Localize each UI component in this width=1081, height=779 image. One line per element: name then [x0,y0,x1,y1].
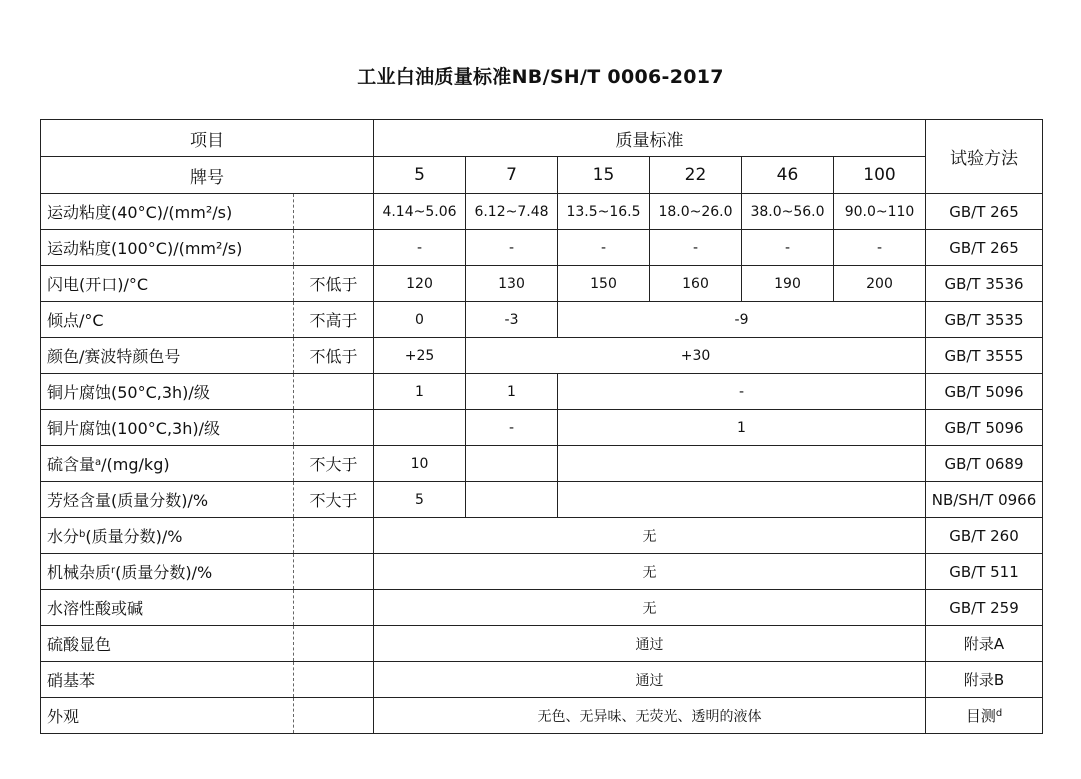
row-method [926,698,1043,734]
row-sulfuric-acid-color [41,626,1043,662]
grade-46: 46 [742,157,834,194]
row-method: GB/T 5096 [926,410,1043,446]
grade-15: 15 [558,157,650,194]
row-aromatic-content [41,482,1043,518]
row-method: GB/T 0689 [926,446,1043,482]
cell-empty [466,446,558,482]
row-sulfur-content [41,446,1043,482]
row-method: GB/T 511 [926,554,1043,590]
header-row-2 [41,157,1043,194]
cell-value: - [558,374,926,410]
row-copper-corrosion-50 [41,374,1043,410]
cell-value: 5 [374,482,466,518]
row-condition [294,194,374,230]
row-label: 运动粘度(40°C)/(mm²/s) [41,194,294,230]
label-rest: /(mg/kg) [101,455,170,474]
cell-value: 10 [374,446,466,482]
cell-value: 1 [374,374,466,410]
cell-value: 无 [374,554,926,590]
row-label [41,446,294,482]
grade-100: 100 [834,157,926,194]
cell-value: 1 [466,374,558,410]
row-method: GB/T 265 [926,230,1043,266]
row-condition: 不高于 [294,302,374,338]
cell-value: - [558,230,650,266]
row-method: GB/T 5096 [926,374,1043,410]
method-main: 目测 [965,707,996,725]
cell-value: +30 [466,338,926,374]
row-condition: 不大于 [294,446,374,482]
row-copper-corrosion-100 [41,410,1043,446]
cell-value: 120 [374,266,466,302]
row-label [41,518,294,554]
label-main: 硫含量 [47,455,96,474]
row-condition [294,590,374,626]
row-method: GB/T 3555 [926,338,1043,374]
row-condition [294,518,374,554]
cell-empty [558,446,926,482]
cell-value: 无 [374,590,926,626]
cell-value: 通过 [374,626,926,662]
cell-value: 150 [558,266,650,302]
row-method: GB/T 3535 [926,302,1043,338]
cell-value: 无色、无异味、无荧光、透明的液体 [374,698,926,734]
row-saybolt-color [41,338,1043,374]
cell-value: 18.0~26.0 [650,194,742,230]
document-title: 工业白油质量标准NB/SH/T 0006-2017 [357,66,724,88]
cell-value: - [834,230,926,266]
quality-standard-table [40,119,1043,734]
cell-value: - [742,230,834,266]
row-label: 颜色/赛波特颜色号 [41,338,294,374]
grade-5: 5 [374,157,466,194]
cell-value: -9 [558,302,926,338]
cell-value: - [374,230,466,266]
header-grade: 牌号 [41,157,374,194]
cell-value: 13.5~16.5 [558,194,650,230]
cell-value: 6.12~7.48 [466,194,558,230]
header-item: 项目 [41,120,374,157]
row-condition: 不大于 [294,482,374,518]
cell-value: -3 [466,302,558,338]
cell-value: 90.0~110 [834,194,926,230]
cell-value: 通过 [374,662,926,698]
row-method: 附录B [926,662,1043,698]
row-flash-point [41,266,1043,302]
cell-value: 1 [558,410,926,446]
cell-value: 190 [742,266,834,302]
cell-value: - [466,230,558,266]
row-water-soluble-acid [41,590,1043,626]
cell-value: 130 [466,266,558,302]
cell-value: 4.14~5.06 [374,194,466,230]
row-label: 硝基苯 [41,662,294,698]
row-condition [294,230,374,266]
row-label: 倾点/°C [41,302,294,338]
row-label: 铜片腐蚀(100°C,3h)/级 [41,410,294,446]
cell-value: 0 [374,302,466,338]
cell-value: 200 [834,266,926,302]
row-condition [294,554,374,590]
label-main: 水分 [47,527,80,546]
row-label: 水溶性酸或碱 [41,590,294,626]
cell-empty [558,482,926,518]
row-appearance [41,698,1043,734]
row-method: 附录A [926,626,1043,662]
grade-7: 7 [466,157,558,194]
header-row-1 [41,120,1043,157]
cell-empty [466,482,558,518]
row-nitrobenzene [41,662,1043,698]
row-water-content [41,518,1043,554]
row-method: NB/SH/T 0966 [926,482,1043,518]
row-condition [294,374,374,410]
row-label: 运动粘度(100°C)/(mm²/s) [41,230,294,266]
row-label: 闪电(开口)/°C [41,266,294,302]
cell-value: - [650,230,742,266]
row-kinematic-viscosity-40 [41,194,1043,230]
cell-value: 38.0~56.0 [742,194,834,230]
header-quality-standard: 质量标准 [374,120,926,157]
row-condition [294,626,374,662]
footnote-marker: d [995,708,1003,719]
footnote-marker: r [111,565,116,576]
row-kinematic-viscosity-100 [41,230,1043,266]
row-label: 硫酸显色 [41,626,294,662]
grade-22: 22 [650,157,742,194]
cell-value: +25 [374,338,466,374]
row-label [41,554,294,590]
row-pour-point [41,302,1043,338]
row-condition: 不低于 [294,266,374,302]
row-condition [294,410,374,446]
cell-value: 160 [650,266,742,302]
label-rest: (质量分数)/% [85,527,183,546]
cell-value: - [466,410,558,446]
cell-value: 无 [374,518,926,554]
footnote-marker: b [79,529,86,540]
footnote-marker: a [95,457,102,468]
label-main: 机械杂质 [47,563,112,582]
label-rest: (质量分数)/% [115,563,213,582]
row-label: 铜片腐蚀(50°C,3h)/级 [41,374,294,410]
row-mechanical-impurities [41,554,1043,590]
row-method: GB/T 260 [926,518,1043,554]
row-condition [294,698,374,734]
header-test-method: 试验方法 [926,120,1043,194]
cell-empty [374,410,466,446]
row-method: GB/T 265 [926,194,1043,230]
row-label: 外观 [41,698,294,734]
row-method: GB/T 3536 [926,266,1043,302]
row-label: 芳烃含量(质量分数)/% [41,482,294,518]
row-method: GB/T 259 [926,590,1043,626]
row-condition: 不低于 [294,338,374,374]
row-condition [294,662,374,698]
